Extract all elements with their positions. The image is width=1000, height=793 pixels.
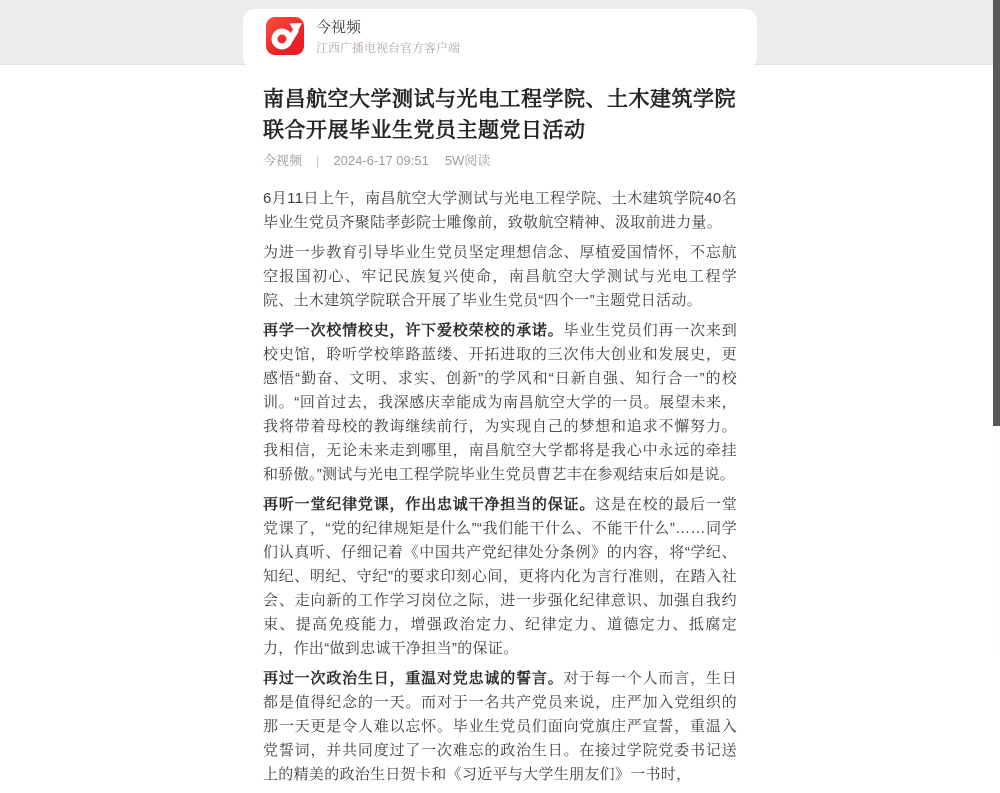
article-title: 南昌航空大学测试与光电工程学院、土木建筑学院联合开展毕业生党员主题党日活动 xyxy=(263,88,736,142)
paragraph-lead: 再听一堂纪律党课，作出忠诚干净担当的保证。 xyxy=(263,496,596,513)
article-datetime: 2024-6-17 09:51 xyxy=(333,153,429,168)
paragraph xyxy=(263,241,737,313)
app-banner-card[interactable] xyxy=(243,9,757,69)
paragraph xyxy=(263,493,737,661)
scrollbar[interactable] xyxy=(993,0,1000,656)
article-content xyxy=(263,64,737,793)
paragraph xyxy=(263,667,737,787)
scrollbar-thumb[interactable] xyxy=(993,0,1000,426)
paragraph xyxy=(263,319,737,487)
app-name: 今视频 xyxy=(316,19,362,36)
paragraph-text: 毕业生党员们再一次来到校史馆，聆听学校筚路蓝缕、开拓进取的三次伟大创业和发展史，更感悟“勤奋、文明、求实、创新”的学风和“日新自强、知行合一”的校训。“回首过去，我深感庆幸能成为南昌航空大学的一员。展望未来，我将带着母校的教诲继续前行，为实现自己的梦想和追求不懈努力。我相信，无论未来走到哪里，南昌航空大学都将是我心中永远的牵挂和骄傲。”测试与光电工程学院毕业生党员曹艺丰在参观结束后如是说。 xyxy=(263,322,737,483)
article-source[interactable]: 今视频 xyxy=(263,153,303,168)
paragraph-text: 对于每一个人而言，生日都是值得纪念的一天。而对于一名共产党员来说，庄严加入党组织的那一天更是令人难以忘怀。毕业生党员们面向党旗庄严宣誓，重温入党誓词，并共同度过了一次难忘的政治生日。在接过学院党委书记送上的精美的政治生日贺卡和《习近平与大学生朋友们》一书时， xyxy=(263,670,737,783)
paragraph-lead: 再学一次校情校史，许下爱校荣校的承诺。 xyxy=(263,322,564,339)
paragraph-text: 为进一步教育引导毕业生党员坚定理想信念、厚植爱国情怀，不忘航空报国初心、牢记民族复兴使命，南昌航空大学测试与光电工程学院、土木建筑学院联合开展了毕业生党员“四个一”主题党日活动。 xyxy=(263,244,737,309)
article-meta xyxy=(263,153,737,168)
paragraph-text: 这是在校的最后一堂党课了，“党的纪律规矩是什么”“我们能干什么、不能干什么”……同学们认真听、仔细记着《中国共产党纪律处分条例》的内容，将“学纪、知纪、明纪、守纪”的要求印刻心间，更将内化为言行准则，在踏入社会、走向新的工作学习岗位之际，进一步强化纪律意识、加强自我约束、提高免疫能力，增强政治定力、纪律定力、道德定力、抵腐定力，作出“做到忠诚干净担当”的保证。 xyxy=(263,496,737,657)
article-body xyxy=(263,187,737,787)
app-subtitle: 江西广播电视台官方客户端 xyxy=(316,41,461,55)
paragraph-text: 6月11日上午，南昌航空大学测试与光电工程学院、土木建筑学院40名毕业生党员齐聚陆孝彭院士雕像前，致敬航空精神、汲取前进力量。 xyxy=(263,190,737,231)
app-banner-text xyxy=(316,18,460,57)
paragraph-lead: 再过一次政治生日，重温对党忠诚的誓言。 xyxy=(263,670,564,687)
paragraph xyxy=(263,187,737,235)
article-read-count: 5W阅读 xyxy=(444,153,491,168)
alpha-arrow-icon xyxy=(266,17,304,55)
meta-separator: | xyxy=(316,153,320,168)
